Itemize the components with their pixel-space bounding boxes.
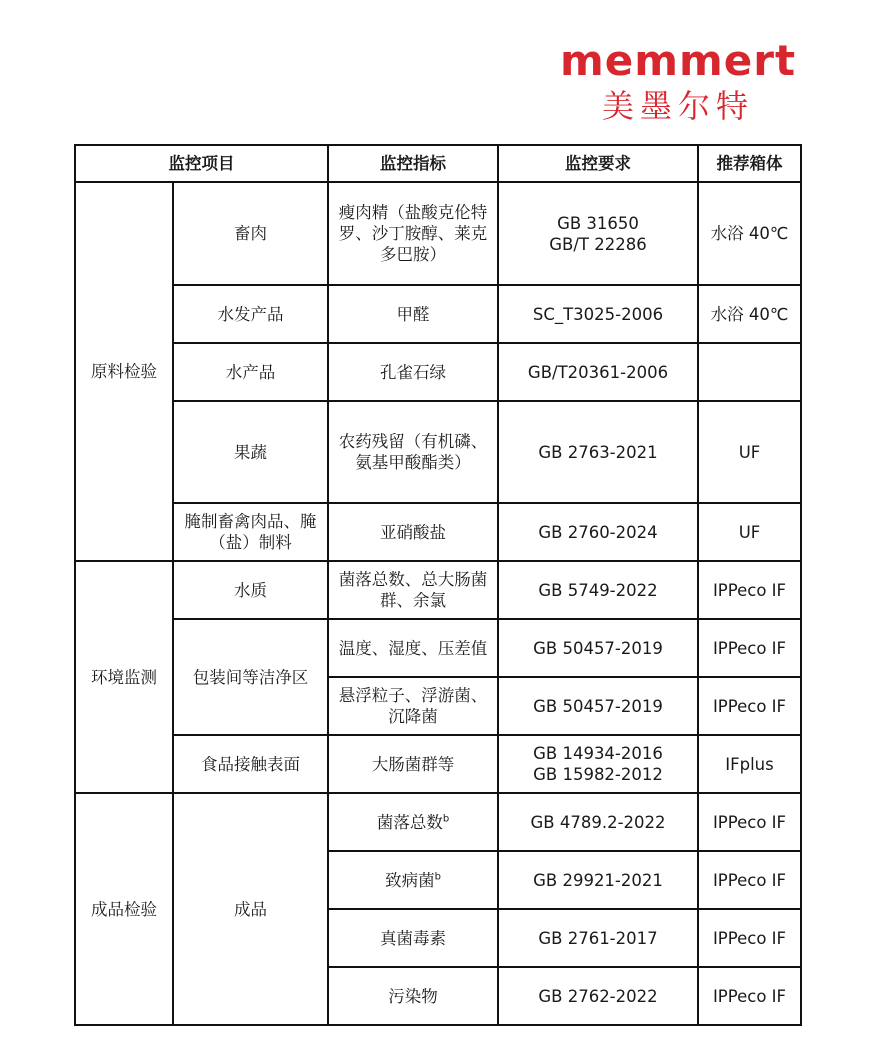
requirement: GB 29921-2021 [498, 851, 698, 909]
table-row [75, 401, 801, 503]
sub-item: 水发产品 [173, 285, 328, 343]
box: IFplus [698, 735, 801, 793]
box: IPPeco IF [698, 793, 801, 851]
sub-item: 包装间等洁净区 [173, 619, 328, 735]
requirement-line: GB 31650 [557, 213, 639, 233]
requirement-line: GB 15982-2012 [533, 765, 663, 784]
requirement: SC_T3025-2006 [498, 285, 698, 343]
table-row [75, 735, 801, 793]
indicator: 菌落总数、总大肠菌群、余氯 [328, 561, 498, 619]
indicator: 污染物 [328, 967, 498, 1025]
header-box: 推荐箱体 [698, 145, 801, 182]
logo-chinese: 美墨尔特 [601, 87, 754, 125]
table-row [75, 503, 801, 561]
box: IPPeco IF [698, 851, 801, 909]
box: 水浴 40℃ [698, 182, 801, 285]
box [698, 343, 801, 401]
requirement [498, 735, 698, 793]
box: UF [698, 401, 801, 503]
indicator-text: 菌落总数 [376, 812, 443, 832]
sub-item: 食品接触表面 [173, 735, 328, 793]
indicator: 悬浮粒子、浮游菌、沉降菌 [328, 677, 498, 735]
table-row [75, 343, 801, 401]
table-row [75, 561, 801, 619]
table-row [75, 619, 801, 677]
requirement [498, 182, 698, 285]
requirement-line: GB/T 22286 [549, 234, 647, 254]
group-raw: 原料检验 [75, 182, 173, 561]
indicator: 农药残留（有机磷、氨基甲酸酯类） [328, 401, 498, 503]
indicator: 瘦肉精（盐酸克伦特罗、沙丁胺醇、莱克多巴胺） [328, 182, 498, 285]
group-env: 环境监测 [75, 561, 173, 793]
sub-item: 水产品 [173, 343, 328, 401]
header-requirement: 监控要求 [498, 145, 698, 182]
indicator-text: 致病菌 [385, 870, 435, 890]
requirement: GB 2760-2024 [498, 503, 698, 561]
indicator: 甲醛 [328, 285, 498, 343]
header-row [75, 145, 801, 182]
box: IPPeco IF [698, 677, 801, 735]
requirement: GB 5749-2022 [498, 561, 698, 619]
requirement: GB 4789.2-2022 [498, 793, 698, 851]
requirement: GB 50457-2019 [498, 677, 698, 735]
header-item: 监控项目 [75, 145, 328, 182]
box: 水浴 40℃ [698, 285, 801, 343]
sub-item: 果蔬 [173, 401, 328, 503]
indicator [328, 793, 498, 851]
logo-english: memmert [559, 36, 797, 85]
requirement: GB 2762-2022 [498, 967, 698, 1025]
box: IPPeco IF [698, 561, 801, 619]
memmert-logo [558, 36, 798, 126]
sub-item: 畜肉 [173, 182, 328, 285]
box: UF [698, 503, 801, 561]
box: IPPeco IF [698, 909, 801, 967]
footnote-mark: b [442, 813, 450, 824]
requirement: GB 50457-2019 [498, 619, 698, 677]
requirement-line: GB 14934-2016 [533, 744, 663, 763]
table-row [75, 182, 801, 285]
table-row [75, 793, 801, 851]
header-indicator: 监控指标 [328, 145, 498, 182]
group-fin: 成品检验 [75, 793, 173, 1025]
monitoring-table [74, 144, 802, 1026]
sub-item: 水质 [173, 561, 328, 619]
box: IPPeco IF [698, 967, 801, 1025]
requirement: GB/T20361-2006 [498, 343, 698, 401]
indicator: 孔雀石绿 [328, 343, 498, 401]
indicator: 亚硝酸盐 [328, 503, 498, 561]
indicator: 大肠菌群等 [328, 735, 498, 793]
sub-item: 成品 [173, 793, 328, 1025]
box: IPPeco IF [698, 619, 801, 677]
footnote-mark: b [434, 871, 441, 882]
indicator [328, 851, 498, 909]
indicator: 温度、湿度、压差值 [328, 619, 498, 677]
indicator: 真菌毒素 [328, 909, 498, 967]
table-row [75, 285, 801, 343]
requirement: GB 2761-2017 [498, 909, 698, 967]
requirement: GB 2763-2021 [498, 401, 698, 503]
sub-item: 腌制畜禽肉品、腌（盐）制料 [173, 503, 328, 561]
